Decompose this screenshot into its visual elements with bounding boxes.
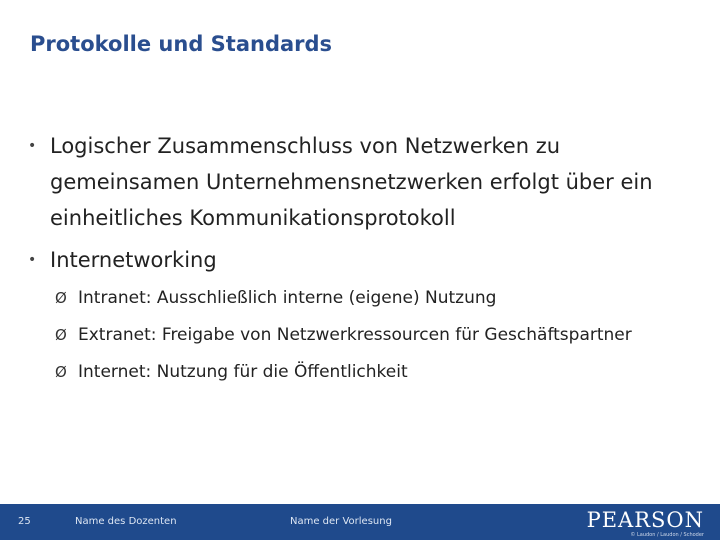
- bullet-text: Internetworking: [50, 248, 217, 272]
- bullet-dot: •: [28, 252, 37, 268]
- bullet-item: [28, 128, 668, 236]
- sub-bullet-text: Internet: Nutzung für die Öffentlichkeit: [78, 362, 408, 382]
- arrow-bullet-icon: Ø: [55, 289, 67, 307]
- arrow-bullet-icon: Ø: [55, 326, 67, 344]
- sub-bullet-list: [28, 286, 668, 385]
- arrow-bullet-icon: Ø: [55, 363, 67, 381]
- sub-bullet-text: Intranet: Ausschließlich interne (eigene) Nutzung: [78, 288, 497, 308]
- footer-bar: [0, 504, 720, 540]
- course-name: Name der Vorlesung: [290, 516, 392, 527]
- bullet-text: Logischer Zusammenschluss von Netzwerken zu gemeinsamen Unternehmensnetzwerken erfolgt über ein einheitliches Kommunikationsprotokoll: [50, 134, 653, 230]
- bullet-item: [28, 242, 668, 278]
- sub-bullet-item: [28, 323, 668, 348]
- lecturer-name: Name des Dozenten: [75, 516, 177, 527]
- slide-content: [28, 128, 668, 397]
- page-number: 25: [18, 516, 31, 527]
- pearson-logo: PEARSON: [586, 508, 704, 532]
- sub-bullet-item: [28, 360, 668, 385]
- slide-title: Protokolle und Standards: [30, 32, 333, 56]
- sub-bullet-item: [28, 286, 668, 311]
- copyright-credit: © Laudon / Laudon / Schoder: [630, 532, 704, 538]
- bullet-dot: •: [28, 138, 37, 154]
- sub-bullet-text: Extranet: Freigabe von Netzwerkressourcen für Geschäftspartner: [78, 325, 632, 345]
